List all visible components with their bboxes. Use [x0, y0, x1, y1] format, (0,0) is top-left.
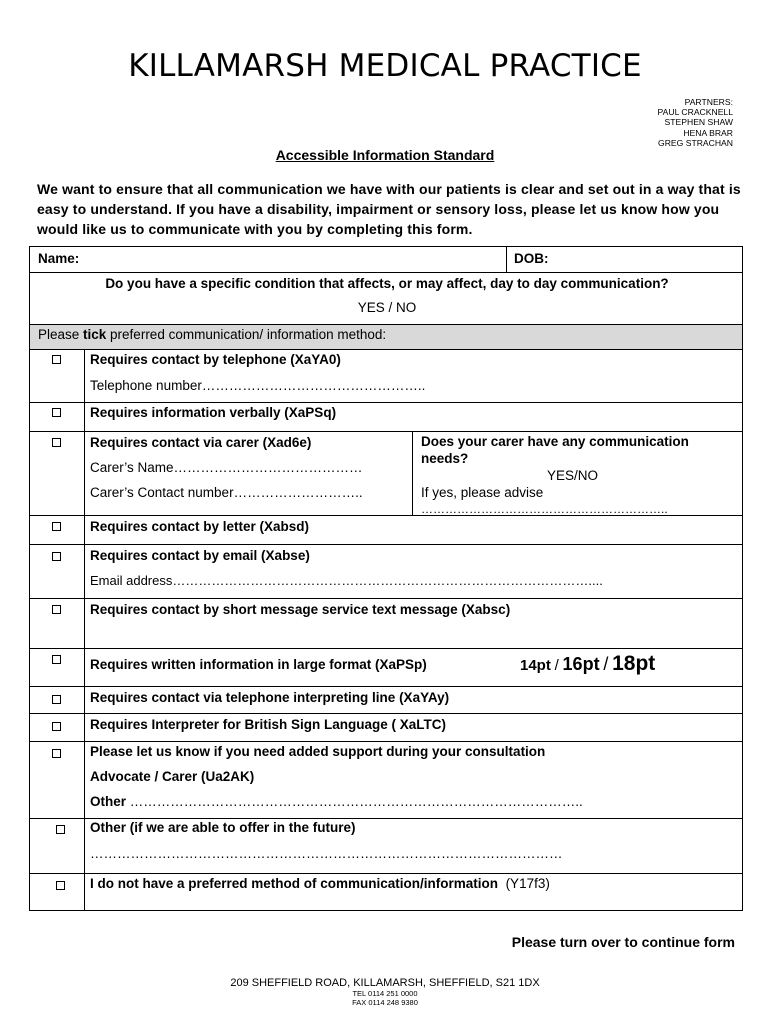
font-size-options	[520, 652, 655, 676]
row-divider	[30, 686, 742, 687]
column-divider	[84, 349, 85, 818]
telephone-number-field[interactable]: Telephone number…………………………………………..	[90, 378, 426, 393]
row-divider	[30, 544, 742, 545]
no-preference-code: (Y17f3)	[505, 876, 550, 891]
name-label: Name:	[38, 251, 80, 266]
partner-name: STEPHEN SHAW	[664, 117, 733, 128]
other-dots: ………………………………………………………………………………………..	[129, 794, 583, 809]
carer-checkbox[interactable]	[52, 438, 61, 447]
letter-checkbox[interactable]	[52, 522, 61, 531]
size-separator: /	[554, 657, 559, 674]
interpreting-line-label: Requires contact via telephone interpreting line (XaYAy)	[90, 690, 450, 705]
large-format-label: Requires written information in large format (XaPSp)	[90, 657, 427, 672]
carer-contact-field[interactable]: Carer’s Contact number………………………..	[90, 485, 363, 500]
advocate-label[interactable]: Advocate / Carer (Ua2AK)	[90, 769, 255, 784]
row-divider	[30, 598, 742, 599]
future-field[interactable]: ……………………………………………………………………………………………	[90, 846, 563, 861]
partners-list	[658, 97, 733, 148]
carer-needs-question: Does your carer have any communication	[421, 434, 689, 449]
no-preference-checkbox[interactable]	[56, 881, 65, 890]
intro-paragraph: We want to ensure that all communication we have with our patients is clear and set out in a way that is easy to understand. If you have a disability, impairment or sensory loss, please let us know how you would like us to communicate with you by completing this form.	[37, 181, 741, 237]
row-divider	[30, 713, 742, 714]
letter-label: Requires contact by letter (Xabsd)	[90, 519, 310, 534]
column-divider	[412, 431, 413, 515]
verbal-checkbox[interactable]	[52, 408, 61, 417]
row-divider	[30, 324, 742, 325]
prompt-text: Please	[38, 327, 84, 342]
large-format-checkbox[interactable]	[52, 655, 61, 664]
support-checkbox[interactable]	[52, 749, 61, 758]
size-16-option[interactable]: 16pt	[562, 654, 600, 674]
email-address-field[interactable]: Email address……………………………………………………………………………………....	[90, 573, 603, 588]
form-subtitle: Accessible Information Standard	[275, 147, 495, 163]
bsl-checkbox[interactable]	[52, 722, 61, 731]
continue-note: Please turn over to continue form	[511, 934, 735, 950]
name-field[interactable]	[90, 249, 500, 269]
row-divider	[30, 873, 742, 874]
carer-label: Requires contact via carer (Xad6e)	[90, 435, 312, 450]
partner-name: PAUL CRACKNELL	[657, 107, 733, 118]
row-divider	[30, 349, 742, 350]
row-divider	[30, 818, 742, 819]
accessible-info-form	[29, 246, 743, 911]
carer-advise-field[interactable]: ……………………………………………………..	[421, 502, 668, 516]
verbal-label: Requires information verbally (XaPSq)	[90, 405, 337, 420]
condition-question: Do you have a specific condition that affects, or may affect, day to day communication?	[105, 276, 669, 291]
row-divider	[30, 431, 742, 432]
no-preference-text: I do not have a preferred method of communication/information	[90, 876, 499, 891]
fax-number: FAX 0114 248 9380	[352, 998, 418, 1007]
interpreting-line-checkbox[interactable]	[52, 695, 61, 704]
carer-needs-question-cont: needs?	[421, 451, 469, 466]
prompt-emphasis: tick	[83, 327, 107, 342]
row-divider	[30, 648, 742, 649]
future-label: Other (if we are able to offer in the future)	[90, 820, 356, 835]
sms-label: Requires contact by short message service text message (Xabsc)	[90, 602, 511, 617]
partner-name: HENA BRAR	[683, 127, 733, 138]
row-divider	[30, 272, 742, 273]
no-preference-label	[90, 876, 550, 891]
sms-checkbox[interactable]	[52, 605, 61, 614]
dob-field[interactable]	[560, 249, 735, 269]
method-prompt	[38, 327, 386, 342]
partner-name: GREG STRACHAN	[658, 137, 733, 148]
size-14-option[interactable]: 14pt	[520, 657, 551, 674]
carer-advise-label: If yes, please advise	[421, 485, 544, 500]
partners-heading: PARTNERS:	[684, 97, 733, 107]
email-label: Requires contact by email (Xabse)	[90, 548, 310, 563]
telephone-checkbox[interactable]	[52, 355, 61, 364]
row-divider	[30, 402, 742, 403]
bsl-label: Requires Interpreter for British Sign Language ( XaLTC)	[90, 717, 447, 732]
practice-address: 209 SHEFFIELD ROAD, KILLAMARSH, SHEFFIELD, S21 1DX	[230, 977, 540, 989]
other-label: Other	[90, 794, 127, 809]
carer-needs-answer[interactable]: YES/NO	[547, 468, 599, 483]
support-label: Please let us know if you need added support during your consultation	[90, 744, 546, 759]
telephone-number: TEL 0114 251 0000	[352, 989, 418, 998]
email-checkbox[interactable]	[52, 552, 61, 561]
size-separator: /	[603, 654, 609, 674]
row-divider	[30, 741, 742, 742]
contact-numbers	[0, 989, 770, 1007]
carer-name-field[interactable]: Carer’s Name……………………………………	[90, 460, 363, 475]
practice-title: KILLAMARSH MEDICAL PRACTICE	[128, 48, 642, 84]
column-divider	[506, 247, 507, 272]
telephone-label: Requires contact by telephone (XaYA0)	[90, 352, 341, 367]
future-checkbox[interactable]	[56, 825, 65, 834]
prompt-text: preferred communication/ information method:	[106, 327, 387, 342]
column-divider	[84, 818, 85, 911]
size-18-option[interactable]: 18pt	[612, 652, 656, 675]
condition-answer[interactable]: YES / NO	[357, 300, 417, 315]
other-field[interactable]	[90, 794, 583, 809]
dob-label: DOB:	[514, 251, 549, 266]
